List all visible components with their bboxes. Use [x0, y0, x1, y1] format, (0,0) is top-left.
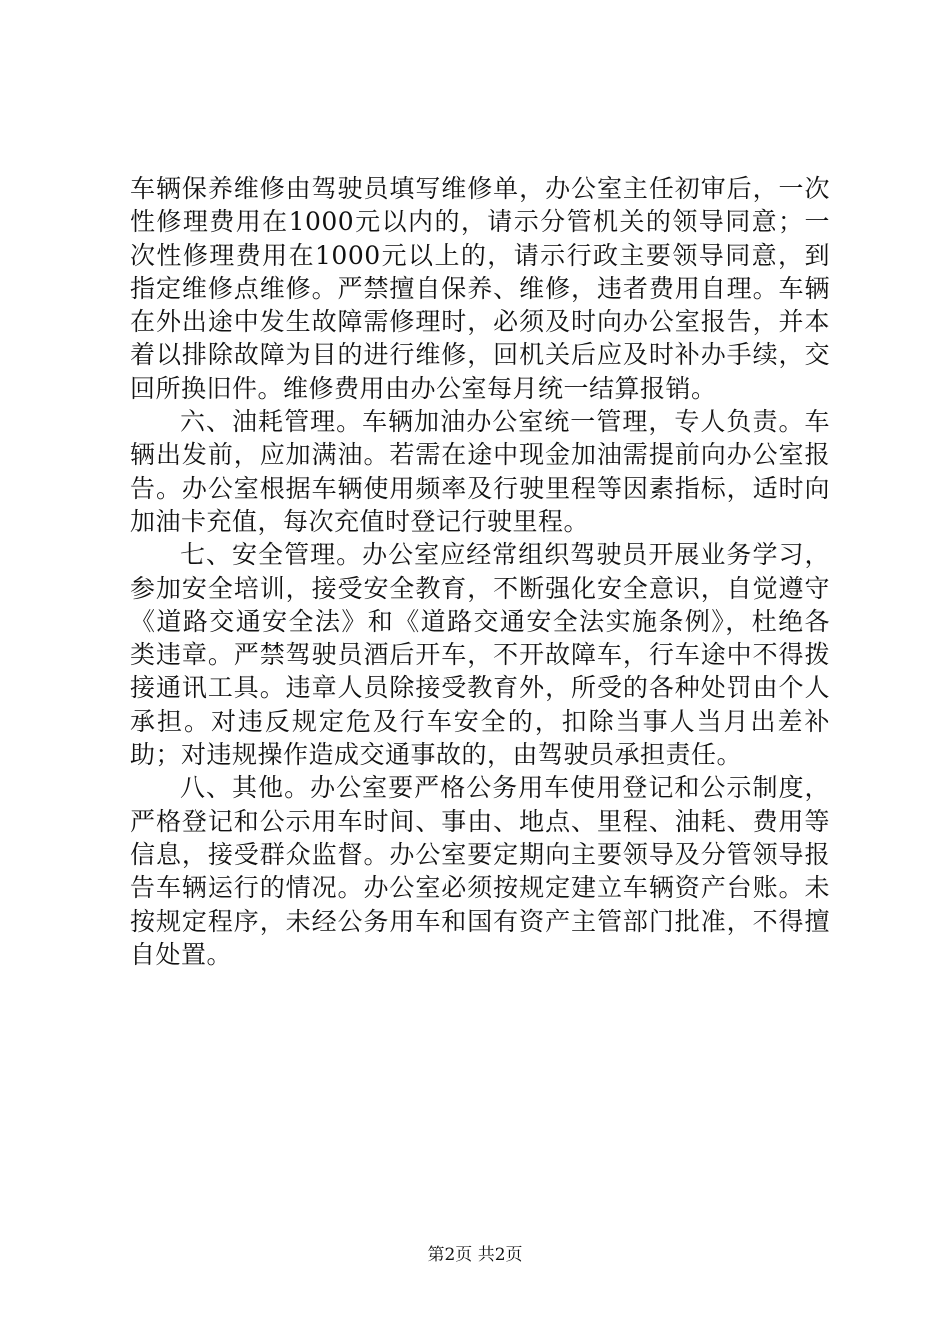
paragraph-maintenance-continued: 车辆保养维修由驾驶员填写维修单，办公室主任初审后，一次性修理费用在1000元以内的，请示分管机关的领导同意；一次性修理费用在1000元以上的，请示行政主要领导同意，到指定维修点维修。严禁擅自保养、维修，违者费用自理。车辆在外出途中发生故障需修理时，必须及时向办公室报告，并本着以排除故障为目的进行维修，回机关后应及时补办手续，交回所换旧件。维修费用由办公室每月统一结算报销。: [130, 174, 830, 403]
document-body: [130, 172, 830, 971]
page-footer: 第2页 共2页: [427, 1245, 523, 1265]
paragraph-other-provisions: 八、其他。办公室要严格公务用车使用登记和公示制度，严格登记和公示用车时间、事由、地点、里程、油耗、费用等信息，接受群众监督。办公室要定期向主要领导及分管领导报告车辆运行的情况。办公室必须按规定建立车辆资产台账。未按规定程序，未经公务用车和国有资产主管部门批准，不得擅自处置。: [130, 773, 830, 969]
paragraph-safety-management: 七、安全管理。办公室应经常组织驾驶员开展业务学习，参加安全培训，接受安全教育，不断强化安全意识，自觉遵守《道路交通安全法》和《道路交通安全法实施条例》，杜绝各类违章。严禁驾驶员酒后开车，不开故障车，行车途中不得拨接通讯工具。违章人员除接受教育外，所受的各种处罚由个人承担。对违反规定危及行车安全的，扣除当事人当月出差补助；对违规操作造成交通事故的，由驾驶员承担责任。: [130, 540, 830, 770]
paragraph-fuel-management: 六、油耗管理。车辆加油办公室统一管理，专人负责。车辆出发前，应加满油。若需在途中现金加油需提前向办公室报告。办公室根据车辆使用频率及行驶里程等因素指标，适时向加油卡充值，每次充值时登记行驶里程。: [130, 407, 830, 536]
